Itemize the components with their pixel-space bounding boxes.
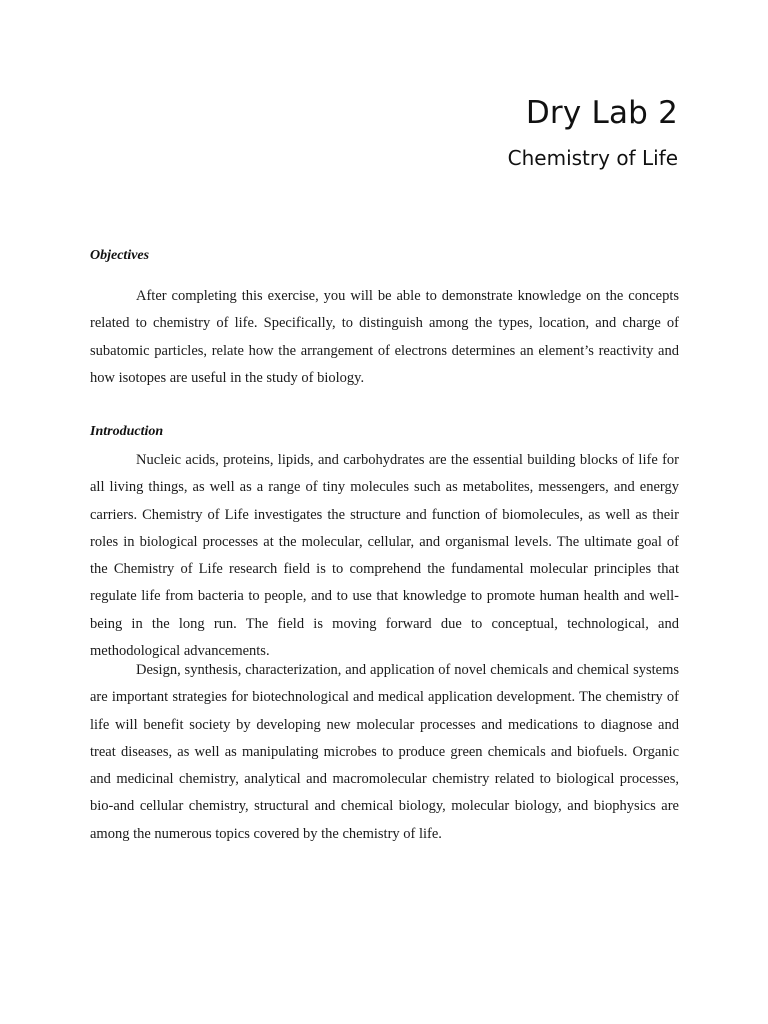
introduction-heading: Introduction [90,424,164,439]
introduction-paragraph-2: Design, synthesis, characterization, and application of novel chemicals and chemical systems are important strategies for biotechnological and medical application development. The chemistry of life will benefit society by developing new molecular processes and medications to diagnose and treat diseases, as well as manipulating microbes to produce green chemicals and biofuels. Organic and medicinal chemistry, analytical and macromolecular chemistry related to biological processes, bio-and cellular chemistry, structural and chemical biology, molecular biology, and biophysics are among the numerous topics covered by the chemistry of life. [90,662,679,842]
introduction-paragraph-1: Nucleic acids, proteins, lipids, and carbohydrates are the essential building blocks of life for all living things, as well as a range of tiny molecules such as metabolites, messengers, and energy carriers. Chemistry of Life investigates the structure and function of biomolecules, as well as their roles in biological processes at the molecular, cellular, and organismal levels. The ultimate goal of the Chemistry of Life research field is to comprehend the fundamental molecular principles that regulate life from bacteria to people, and to use that knowledge to promote human health and well-being in the long run. The field is moving forward due to conceptual, technological, and methodological advancements. [90,452,679,660]
objectives-paragraph: After completing this exercise, you will be able to demonstrate knowledge on the concepts related to chemistry of life. Specifically, to distinguish among the types, location, and charge of subatomic particles, relate how the arrangement of electrons determines an element’s reactivity and how isotopes are useful in the study of biology. [90,288,679,386]
document-title: Dry Lab 2 [525,95,678,131]
objectives-heading: Objectives [90,248,150,263]
document-subtitle: Chemistry of Life [507,146,678,170]
